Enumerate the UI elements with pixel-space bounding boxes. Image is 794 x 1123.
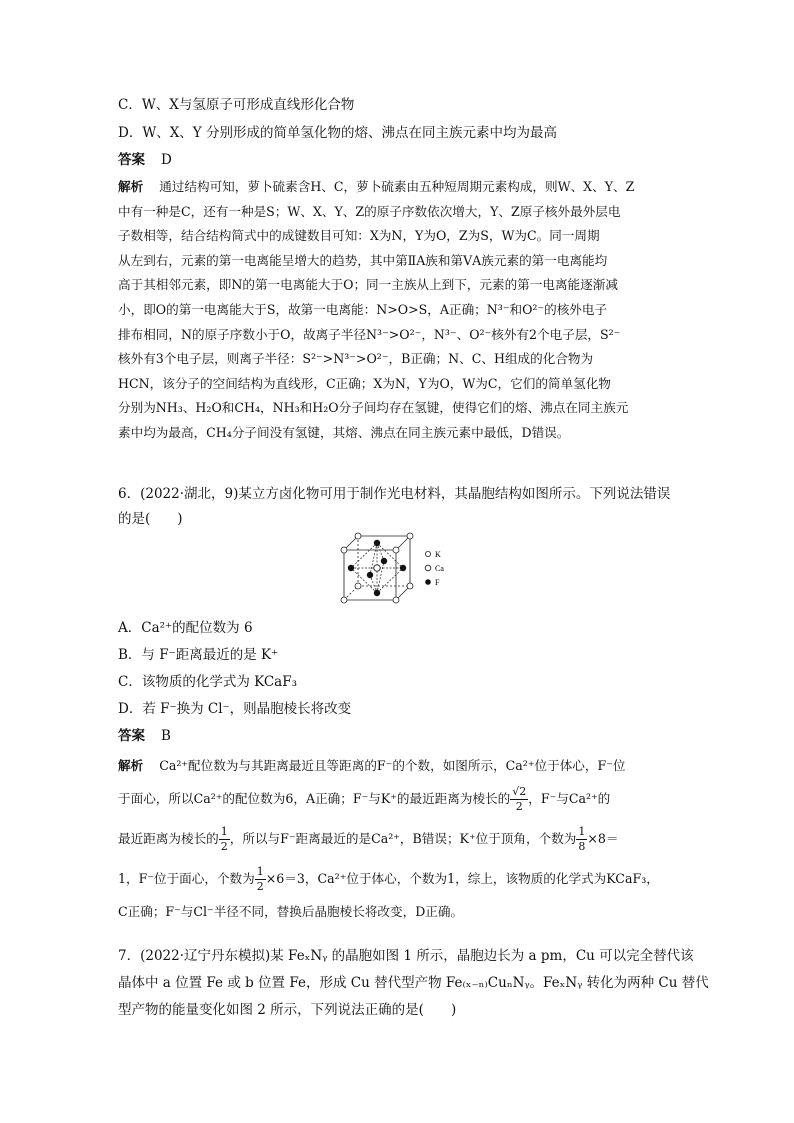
q6-option-d: D．若 F⁻换为 Cl⁻，则晶胞棱长将改变 xyxy=(118,701,352,717)
q7-stem-line3: 型产物的能量变化如图 2 所示，下列说法正确的是( ) xyxy=(118,1002,457,1018)
explanation-line: 排布相同，N的原子序数小于O，故离子半径N³⁻>O²⁻，N³⁻、O²⁻核外有2个电子层，S²⁻ xyxy=(118,326,621,342)
q5-explanation xyxy=(118,175,678,446)
explanation-line: 子数相等，结合结构简式中的成键数目可知：X为N，Y为O，Z为S，W为C。同一周期 xyxy=(118,228,600,244)
fraction: $\frac{1}{2}$ xyxy=(220,825,228,853)
explanation-line: 小，即O的第一电离能大于S，故第一电离能：N>O>S，A正确；N³⁻和O²⁻的核外电子 xyxy=(118,301,608,317)
q6-option-a: A．Ca²⁺的配位数为 6 xyxy=(118,620,253,636)
q5-answer xyxy=(118,152,172,168)
explanation-line: C正确；F⁻与Cl⁻半径不同，替换后晶胞棱长将改变，D正确。 xyxy=(118,904,464,919)
q6-explanation xyxy=(118,753,683,925)
crystal-cell-figure xyxy=(336,530,460,610)
legend-f: F xyxy=(435,578,440,587)
explanation-line: ，F⁻与Ca²⁺的 xyxy=(528,791,611,806)
explanation-line: 素中均为最高，CH₄分子间没有氢键，其熔、沸点在同主族元素中最低，D错误。 xyxy=(118,424,570,440)
explanation-line: 于面心，所以Ca²⁺的配位数为6，A正确；F⁻与K⁺的最近距离为棱长的 xyxy=(118,791,511,806)
q5-option-c: C．W、X与氢原子可形成直线形化合物 xyxy=(118,97,355,113)
explanation-line: 中有一种是C，还有一种是S；W、X、Y、Z的原子序数依次增大，Y、Z原子核外最外层电 xyxy=(118,203,621,219)
q7-stem-line2: 晶体中 a 位置 Fe 或 b 位置 Fe，形成 Cu 替代型产物 Fe₍ₓ₋ₙ₎CuₙNᵧ。FeₓNᵧ 转化为两种 Cu 替代 xyxy=(118,975,709,991)
explanation-line: 从左到右，元素的第一电离能呈增大的趋势，其中第ⅡA族和第ⅤA族元素的第一电离能均 xyxy=(118,252,608,268)
answer-value: D xyxy=(161,152,172,168)
q6-option-c: C．该物质的化学式为 KCaF₃ xyxy=(118,674,297,690)
q6-answer xyxy=(118,728,171,744)
answer-label: 答案 xyxy=(118,728,145,744)
explanation-line: HCN，该分子的空间结构为直线形，C正确；X为N，Y为O，W为C，它们的简单氢化物 xyxy=(118,375,611,391)
q5-option-d: D．W、X、Y 分别形成的简单氢化物的熔、沸点在同主族元素中均为最高 xyxy=(118,125,558,141)
explanation-line: ，所以与F⁻距离最近的是Ca²⁺，B错误；K⁺位于顶角，个数为 xyxy=(229,831,577,846)
explanation-line: Ca²⁺配位数为与其距离最近且等距离的F⁻的个数，如图所示，Ca²⁺位于体心，F⁻位 xyxy=(159,758,626,773)
fraction: $\frac{1}{2}$ xyxy=(256,865,264,893)
explanation-line: ×6＝3，Ca²⁺位于体心，个数为1，综上，该物质的化学式为KCaF₃， xyxy=(265,871,659,886)
explanation-line: 分别为NH₃、H₂O和CH₄，NH₃和H₂O分子间均存在氢键，使得它们的熔、沸点在同主族元 xyxy=(118,400,629,416)
answer-value: B xyxy=(161,728,171,744)
ca-atom xyxy=(374,565,380,571)
explanation-line: 通过结构可知，萝卜硫素含H、C，萝卜硫素由五种短周期元素构成，则W、X、Y、Z xyxy=(159,179,635,194)
answer-label: 答案 xyxy=(118,152,145,168)
explanation-label: 解析 xyxy=(118,179,144,194)
explanation-line: 1，F⁻位于面心，个数为 xyxy=(118,871,255,886)
explanation-label: 解析 xyxy=(118,758,144,773)
q6-stem-line2: 的是( ) xyxy=(118,511,183,527)
explanation-line: 高于其相邻元素，即N的第一电离能大于O；同一主族从上到下，元素的第一电离能逐渐减 xyxy=(118,277,618,293)
legend-ca: Ca xyxy=(435,564,444,573)
explanation-line: 核外有3个电子层，则离子半径：S²⁻>N³⁻>O²⁻，B正确；N、C、H组成的化合物为 xyxy=(118,351,594,367)
explanation-line: 最近距离为棱长的 xyxy=(118,831,219,846)
explanation-line: ×8＝ xyxy=(587,831,619,846)
fraction: $\frac{1}{8}$ xyxy=(578,825,586,853)
legend-k: K xyxy=(435,550,441,559)
q7-stem-line1: 7．(2022·辽宁丹东模拟)某 FeₓNᵧ 的晶胞如图 1 所示，晶胞边长为 a pm，Cu 可以完全替代该 xyxy=(118,948,694,964)
q6-stem-line1: 6．(2022·湖北，9)某立方卤化物可用于制作光电材料，其晶胞结构如图所示。下列说法错误 xyxy=(118,486,671,502)
q6-option-b: B．与 F⁻距离最近的是 K⁺ xyxy=(118,647,279,663)
fraction: $\frac{√2}{2}$ xyxy=(512,785,527,813)
